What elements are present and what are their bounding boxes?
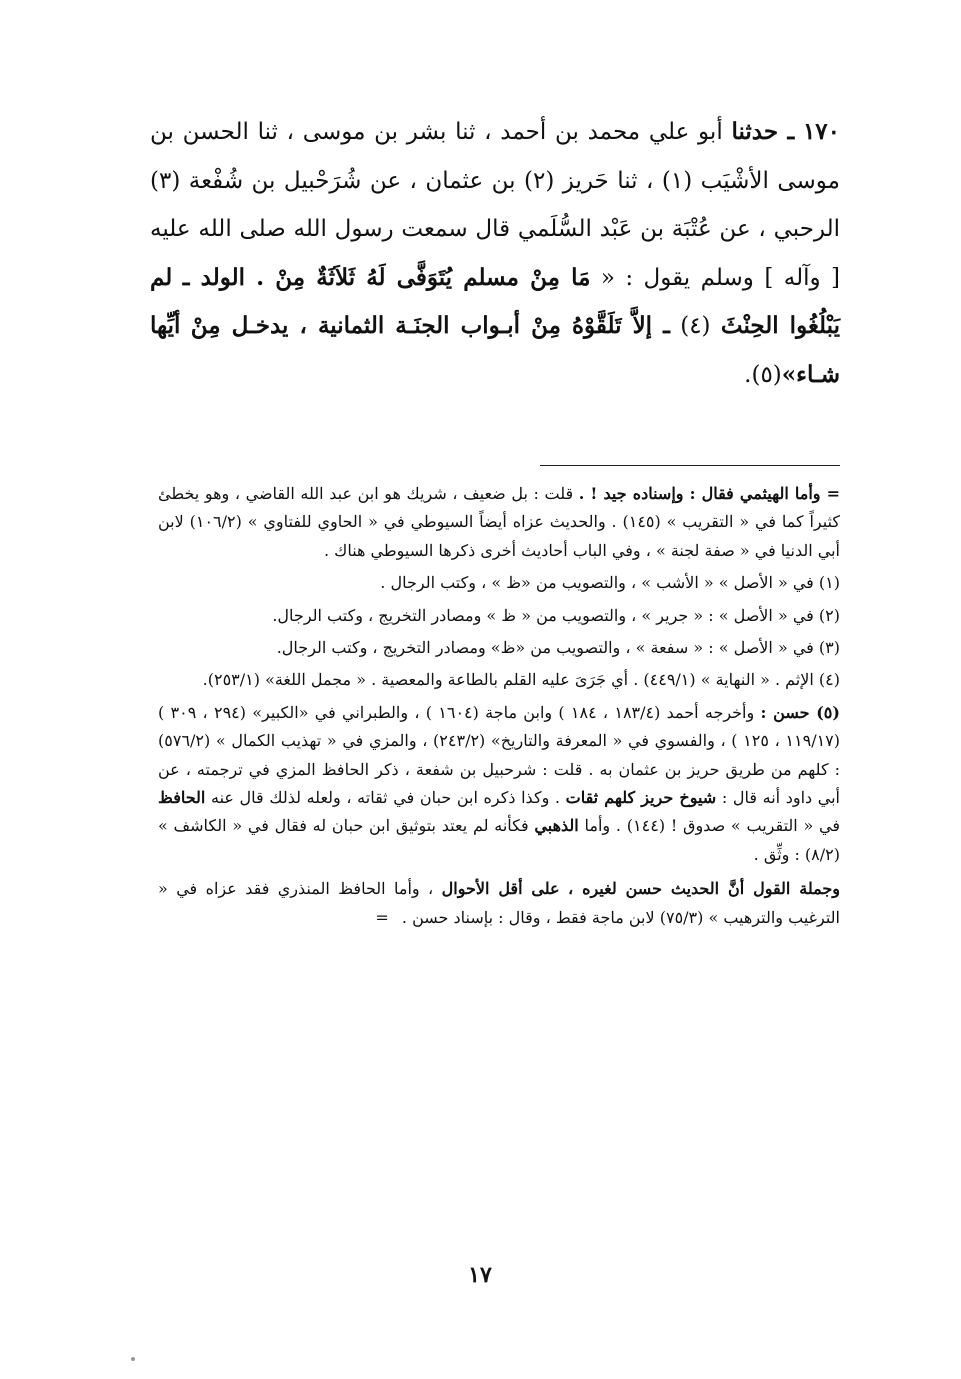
footnote-5-bold-c: الذهبي — [534, 816, 579, 836]
footnote-1: (١) في « الأصل » « الأشب » ، والتصويب من «ظ » ، وكتب الرجال . — [380, 573, 840, 593]
hadith-line-4-bold: مَا مِنْ مسلم يُتَوَفَّى لَهُ ثَلاَثَةٌ مِنْ . الولد ـ — [182, 263, 591, 291]
footnote-5-grade: (٥) حسن : — [760, 702, 840, 722]
footnote-5-bold-b: الحافظ — [158, 788, 206, 808]
hadith-line-1: أبو علي محمد بن أحمد ، ثنا بشر بن موسى ، ثنا — [257, 119, 723, 145]
hadith-line-4-start: الله عليه [ وآله ] وسلم يقول : « — [150, 216, 840, 291]
footnote-continued — [158, 480, 840, 565]
scan-speck — [131, 1357, 135, 1361]
hadith-line-5-bold-end: ـ إلاَّ تَلَقَّوْهُ مِنْ أبـواب الجنَـة الثمانية ، يدخـل مِنْ — [190, 312, 670, 339]
closing-text: ، وأما الحافظ المنذري فقد عزاه في « الترغيب والترهيب » (٧٥/٣) لابن ماجة فقط ، وقال : بإسناد حسن . — [158, 879, 840, 927]
footnote-2: (٢) في « الأصل » : « جرير » ، والتصويب من « ظ » ومصادر التخريج ، وكتب الرجال. — [272, 605, 840, 625]
footnote-5 — [158, 699, 840, 869]
footnote-5-text-d: فكأنه لم يعتد بتوثيق ابن حبان له فقال في « الكاشف » (٨/٢) : وثِّق . — [158, 816, 840, 864]
footnote-5-text-a: وأخرجه أحمد (١٨٣/٤ ، ١٨٤ ) وابن ماجة (١٦٠٤ ) ، والطبراني في «الكبير» (٢٩٤ ، ٣٠٩ ) (١١٩/١٧ ، ١٢٥ ) ، والفسوي في « المعرفة والتاريخ» (٢٤٣/٢) ، والمزي في « تهذيب الكمال » (٥٧٦/٢) : كلهم من طريق حريز بن عثمان به . قلت : شرحبيل بن شفعة ، ذكر الحافظ المزي في ترجمته ، عن أبي داود أنه قال : — [158, 702, 841, 808]
footnote-continued-bold: = وأما الهيثمي فقال : وإسناده جيد ! . — [578, 484, 840, 503]
hadith-line-6-bold: أيِّها شـاء» — [150, 312, 840, 388]
footnote-5-text-c: في « التقريب » صدوق ! (١٤٤) . وأما — [584, 816, 841, 836]
closing-bold-a: وجملة القول أنَّ الحديث حسن لغيره ، — [568, 879, 841, 899]
hadith-number: ١٧٠ — [802, 118, 841, 145]
hadith-line-5-bold: لم يَبْلُغُوا الحِنْثَ — [150, 263, 841, 339]
hadith-paragraph — [150, 108, 840, 399]
footnote-5-text-b: . وكذا ذكره ابن حبان في ثقاته ، ولعله لذلك قال عنه — [210, 788, 561, 808]
continuation-mark: = — [375, 907, 389, 927]
footnote-ref-5: (٥). — [744, 361, 782, 388]
footnote-5-bold-a: شيوخ حريز كلهم ثقات — [565, 788, 717, 808]
closing-paragraph — [158, 875, 840, 932]
hadith-lead: ـ حدثنا — [731, 118, 795, 145]
footnote-continued-text: قلت : بل ضعيف ، شريك هو ابن عبد الله القاضي ، وهو يخطئ كثيراً كما في « التقريب » (١٤٥) . والحديث عزاه أيضاً السيوطي في « الحاوي للفتاوي » (١٠٦/٢) لابن أبي الدنيا في « صفة لجنة » ، وفي الباب أحاديث أخرى ذكرها السيوطي هناك . — [158, 484, 840, 560]
footnote-4: (٤) الإثم . « النهاية » (٤٤٩/١) . أي جَرَىَ عليه القلم بالطاعة والمعصية . « مجمل اللغة» (٢٥٣/١). — [202, 670, 840, 690]
main-text-block — [150, 108, 840, 399]
hadith-line-2: الحسن بن موسى الأشْيَب (١) ، ثنا حَريز (٢) بن عثمان ، عن شُرَحْبيل بن — [150, 119, 841, 194]
footnote-3: (٣) في « الأصل » : « سفعة » ، والتصويب من «ظ» ومصادر التخريج ، وكتب الرجال. — [276, 638, 840, 658]
footnotes-block — [158, 480, 840, 936]
closing-bold-b: على أقل الأحوال — [441, 879, 560, 899]
page-number: ١٧ — [468, 1262, 492, 1288]
footnote-ref-4: (٤) — [680, 313, 711, 339]
hadith-line-3: شُفْعة (٣) الرحبي ، عن عُتْبَة بن عَبْد السُّلَمي قال سمعت رسول الله صلى — [150, 167, 841, 242]
footnote-separator — [540, 465, 840, 466]
